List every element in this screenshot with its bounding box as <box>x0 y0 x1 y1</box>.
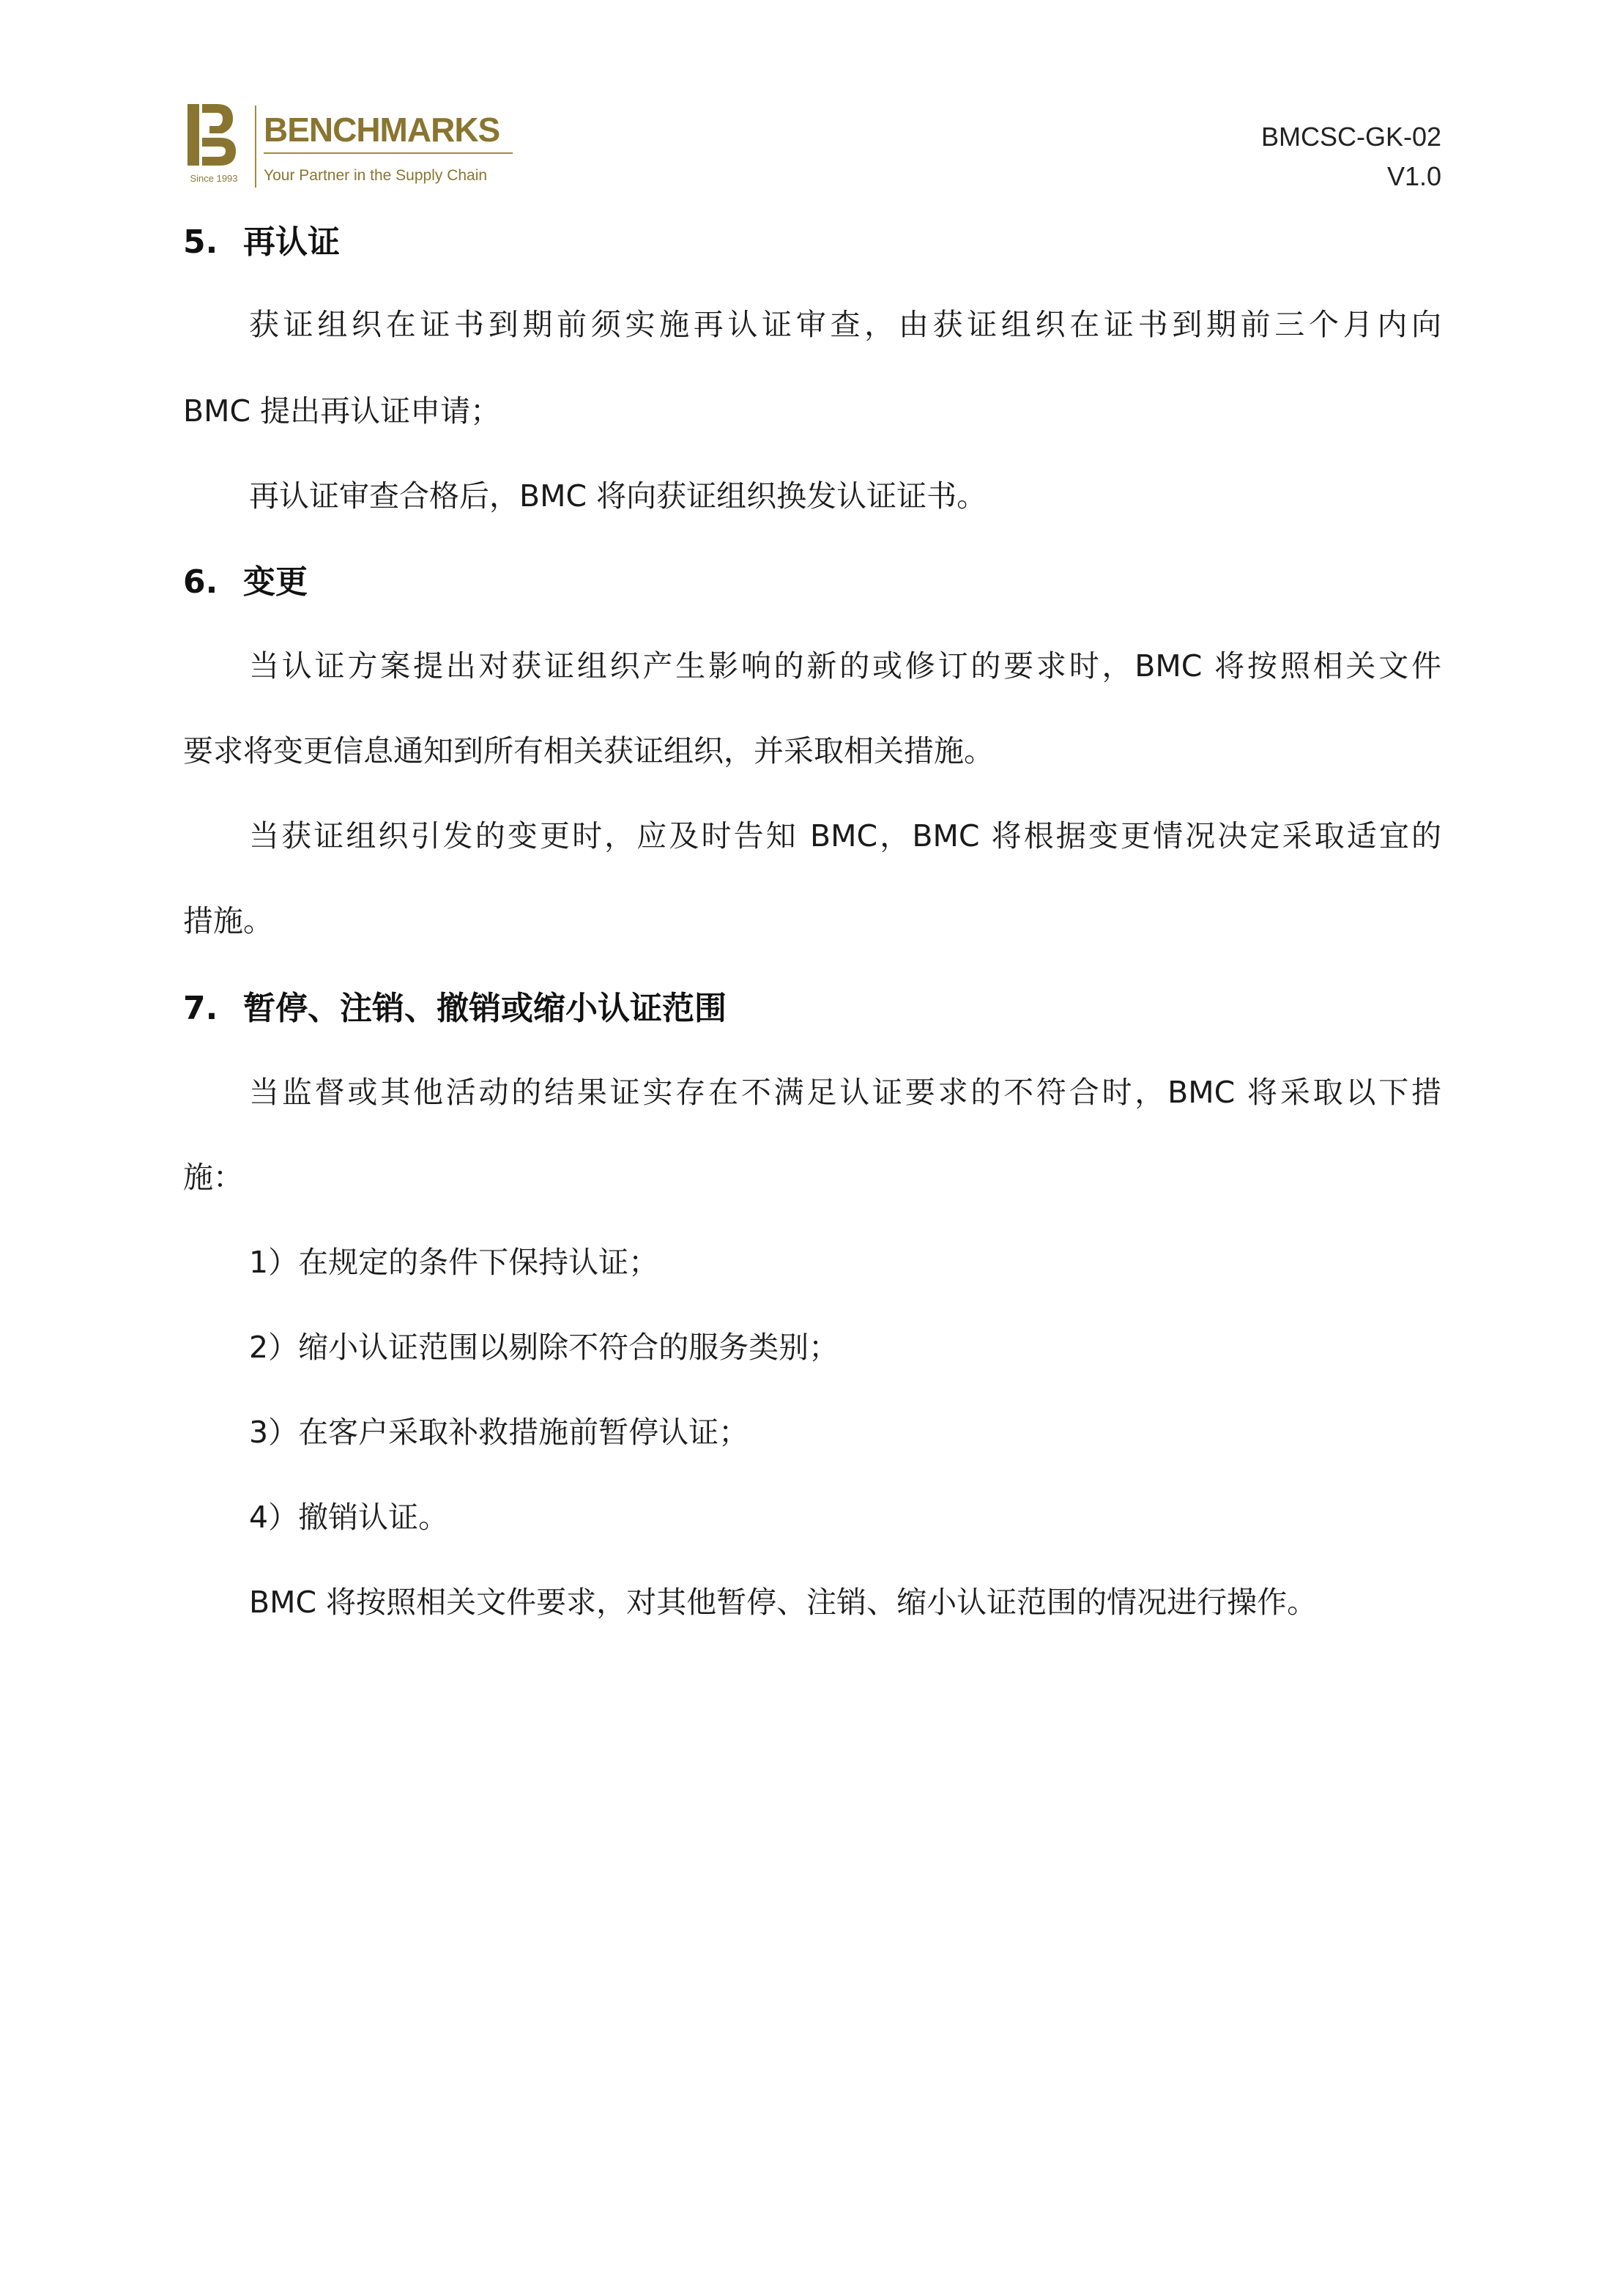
benchmarks-logo <box>185 103 521 190</box>
paragraph-line: 当认证方案提出对获证组织产生影响的新的或修订的要求时，BMC 将按照相关文件 <box>249 648 1441 684</box>
section-title: 暂停、注销、撤销或缩小认证范围 <box>243 990 727 1027</box>
document-id <box>1261 117 1441 196</box>
section-5-heading <box>183 215 340 262</box>
closing-paragraph: BMC 将按照相关文件要求，对其他暂停、注销、缩小认证范围的情况进行操作。 <box>249 1585 1318 1620</box>
paragraph-line: 获证组织在证书到期前须实施再认证审查，由获证组织在证书到期前三个月内向 <box>249 307 1441 342</box>
paragraph-line: 要求将变更信息通知到所有相关获证组织，并采取相关措施。 <box>183 733 994 769</box>
document-version: V1.0 <box>1386 161 1441 191</box>
paragraph-line: 施： <box>183 1160 243 1195</box>
section-number: 6. <box>183 563 218 601</box>
list-item: 4）撤销认证。 <box>249 1500 449 1535</box>
section-title: 再认证 <box>243 223 340 261</box>
document-code: BMCSC-GK-02 <box>1260 122 1441 152</box>
logo-since: Since 1993 <box>190 173 238 184</box>
section-7-heading <box>183 982 727 1029</box>
section-title: 变更 <box>243 563 308 601</box>
logo-tagline: Your Partner in the Supply Chain <box>264 167 488 184</box>
section-number: 5. <box>183 223 218 261</box>
logo-divider <box>255 105 256 188</box>
list-item: 3）在客户采取补救措施前暂停认证； <box>249 1415 749 1450</box>
logo-wordmark: BENCHMARKS <box>264 111 500 149</box>
benchmarks-b-mark-icon <box>185 103 237 167</box>
paragraph-line: 措施。 <box>183 903 273 938</box>
paragraph-line: BMC 提出再认证申请； <box>183 393 501 429</box>
list-item: 2）缩小认证范围以剔除不符合的服务类别； <box>249 1330 839 1365</box>
section-number: 7. <box>183 990 218 1027</box>
logo-rule <box>264 152 513 154</box>
paragraph-line: 再认证审查合格后，BMC 将向获证组织换发认证证书。 <box>249 478 987 514</box>
paragraph-line: 当获证组织引发的变更时，应及时告知 BMC，BMC 将根据变更情况决定采取适宜的 <box>249 818 1441 853</box>
section-6-heading <box>183 555 308 602</box>
paragraph-line: 当监督或其他活动的结果证实存在不满足认证要求的不符合时，BMC 将采取以下措 <box>249 1075 1441 1110</box>
list-item: 1）在规定的条件下保持认证； <box>249 1245 659 1280</box>
